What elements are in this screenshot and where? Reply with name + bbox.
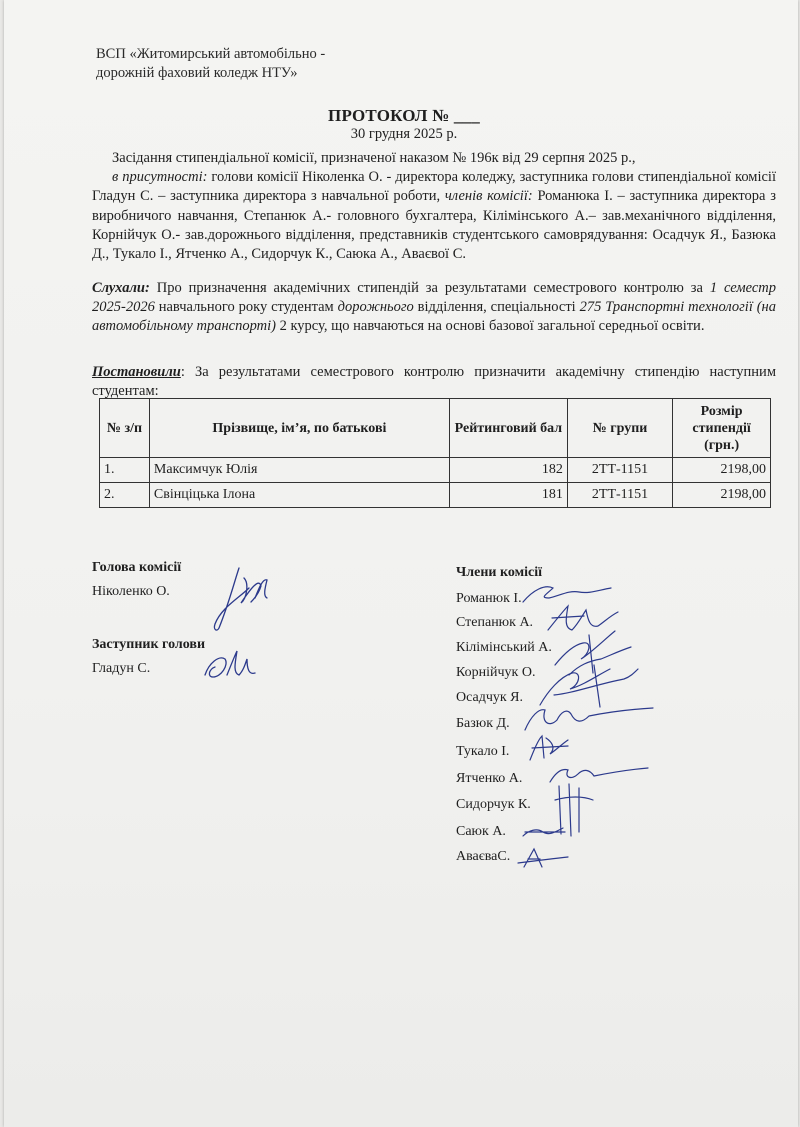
member-name: Осадчук Я.	[456, 690, 524, 705]
presence-label: в присутності:	[112, 169, 208, 186]
heard-label: Слухали:	[92, 280, 150, 296]
deputy-label: Заступник голови	[92, 637, 206, 652]
table-row	[100, 458, 771, 483]
member-name: Базюк Д.	[456, 716, 510, 731]
rating-score: 181	[449, 483, 567, 508]
heard-text-1: Про призначення академічних стипендій за результатами семестрового контролю за	[149, 280, 710, 296]
header-rating: Рейтинговий бал	[449, 399, 567, 458]
member-name: Романюк І.	[456, 591, 522, 606]
member-signature	[514, 845, 574, 870]
protocol-title: ПРОТОКОЛ № ___	[328, 106, 480, 125]
heard-department: дорожнього	[337, 299, 414, 316]
heard-text-3: відділення, спеціальності	[413, 299, 580, 316]
scholarship-table	[99, 398, 771, 508]
org-line-1: ВСП «Житомирський автомобільно -	[96, 46, 326, 62]
scholarship-amount: 2198,00	[673, 483, 771, 508]
heard-paragraph	[92, 279, 776, 337]
deputy-signature	[199, 645, 269, 685]
chair-name: Ніколенко О.	[92, 584, 170, 599]
presence-text-1: голови комісії Ніколенка О. - директора коледжу, заступника голови стипендіальної комісії Гладун С. – заступника директора з навчальної роботи,	[92, 169, 776, 205]
member-name: АваєваС.	[456, 849, 511, 864]
member-name: Ятченко А.	[456, 771, 523, 786]
member-name: Сидорчук К.	[456, 797, 531, 812]
members-label: членів комісії:	[444, 188, 533, 205]
decided-label: Постановили	[92, 364, 181, 380]
document-page	[4, 0, 798, 1127]
decided-text: : За результатами семестрового контролю призначити академічну стипендію наступним студентам:	[92, 364, 776, 400]
protocol-date: 30 грудня 2025 р.	[350, 126, 458, 142]
group-number: 2ТТ-1151	[567, 483, 672, 508]
chair-signature	[189, 558, 289, 638]
header-name: Прізвище, ім’я, по батькові	[149, 399, 449, 458]
header-group: № групи	[567, 399, 672, 458]
heard-text-2: навчального року студентам	[154, 299, 338, 316]
member-name: Тукало І.	[456, 744, 510, 759]
table-row	[100, 483, 771, 508]
meeting-intro	[92, 149, 776, 264]
heard-semester: 1 семестр 2025-2026	[92, 280, 776, 316]
member-name: Корнійчук О.	[456, 665, 536, 680]
student-name: Свінціцька Ілона	[149, 483, 449, 508]
intro-line-1: Засідання стипендіальної комісії, призначеної наказом № 196к від 29 серпня 2025 р.,	[112, 150, 636, 166]
row-number: 1.	[100, 458, 150, 483]
decided-paragraph	[92, 363, 776, 401]
presence-text-2: Романюка І. – заступника директора з виробничого навчання, Степанюк А.- головного бухгалтера, Кілімінського А.– зав.механічного відділення, Корнійчук О.- зав.дорожнього відділення, представників студентського самоврядування: Осадчук Я., Базюка Д., Тукало І., Ятченко А., Сидорчук К., Саюка А., Аваєвої С.	[92, 188, 776, 263]
heard-text-4: 2 курсу, що навчаються на основі базової загальної середньої освіти.	[275, 318, 705, 335]
organization-name	[96, 45, 325, 83]
member-name: Кілімінський А.	[456, 640, 552, 655]
group-number: 2ТТ-1151	[567, 458, 672, 483]
member-name: Саюк А.	[456, 824, 506, 839]
row-number: 2.	[100, 483, 150, 508]
member-signature	[519, 822, 569, 842]
student-name: Максимчук Юлія	[149, 458, 449, 483]
attendees-paragraph	[92, 168, 776, 264]
members-label: Члени комісії	[456, 565, 543, 580]
chair-label: Голова комісії	[92, 560, 182, 575]
header-number: № з/п	[100, 399, 150, 458]
rating-score: 182	[449, 458, 567, 483]
scholarship-amount: 2198,00	[673, 458, 771, 483]
table-header-row	[100, 399, 771, 458]
deputy-name: Гладун С.	[92, 661, 151, 676]
heard-specialty: 275 Транспортні технології (на автомобільному транспорті)	[92, 299, 776, 335]
member-name: Степанюк А.	[456, 615, 534, 630]
header-amount: Розмір стипендії (грн.)	[673, 399, 771, 458]
org-line-2: дорожній фаховий коледж НТУ»	[96, 65, 298, 81]
